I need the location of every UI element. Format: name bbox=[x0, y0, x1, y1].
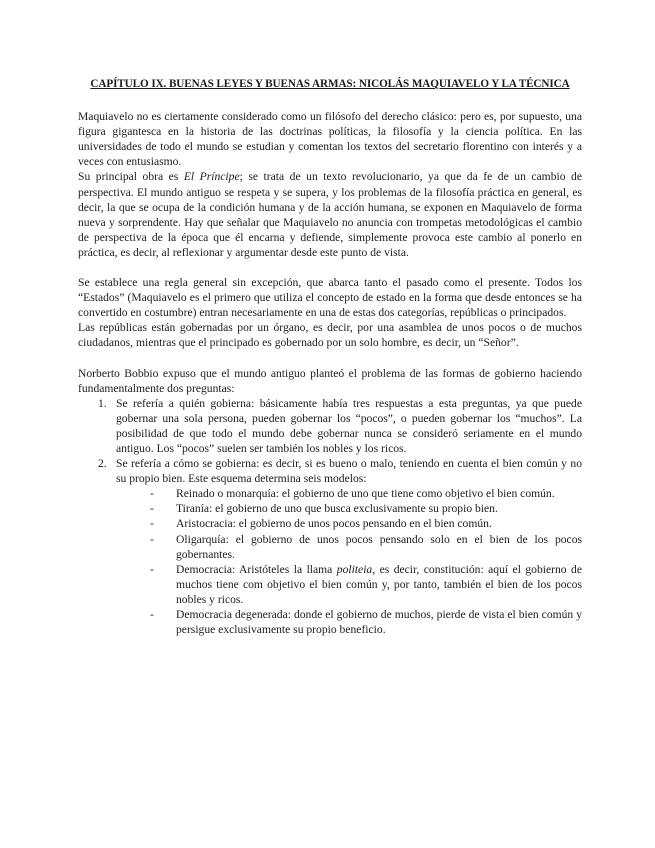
paragraph-rule: Se establece una regla general sin excepción, que abarca tanto el pasado como el presente. Todos los “Estados” (Maquiavelo es el primero que utiliza el concepto de estado en la forma que desde entonces se ha convertido en costumbre) entran necesariamente en una de estas dos categorías, repúblicas o principados. bbox=[78, 276, 582, 320]
list-number: 2. bbox=[98, 457, 107, 471]
list-item-text: , es decir, constitución: aquí el gobierno de muchos tiene com objetivo el bien común y, por tanto, también el bien de los pocos nobles y ricos. bbox=[176, 562, 583, 606]
list-item-text: Se refería a cómo se gobierna: es decir, si es bueno o malo, teniendo en cuenta el bien común y no su propio bien. Este esquema determina seis modelos: bbox=[116, 457, 582, 486]
paragraph-spacer bbox=[78, 351, 582, 366]
list-item-text: Tiranía: el gobierno de uno que busca exclusivamente su propio bien. bbox=[176, 502, 498, 516]
list-item bbox=[148, 516, 582, 531]
numbered-list bbox=[78, 396, 582, 638]
dash-bullet: - bbox=[150, 608, 154, 621]
list-item-text: Se refería a quién gobierna: básicamente había tres respuestas a esta preguntas, ya que puede gobernar una sola persona, pueden gobernar los “pocos”, o pueden gobernar los “muchos”. La posibilidad de que todo el mundo debe gobernar nunca se consideró seriamente en el mundo antiguo. Los “pocos” suelen ser también los nobles y los ricos. bbox=[116, 396, 582, 455]
list-item bbox=[78, 456, 582, 637]
list-number: 1. bbox=[98, 396, 107, 410]
list-item-text: Aristocracia: el gobierno de unos pocos pensando en el bien común. bbox=[176, 517, 492, 531]
list-item bbox=[148, 486, 582, 501]
dash-bullet: - bbox=[150, 562, 154, 576]
paragraph-text: ; se trata de un texto revolucionario, ya que da fe de un cambio de perspectiva. El mundo antiguo se respeta y se supera, y los problemas de la filosofía práctica en general, es decir, la que se ocupa de la condición humana y de la acción humana, se exponen en Maquiavelo de forma nueva y sorprendente. Hay que señalar que Maquiavelo no anuncia con trompetas metodológicas el cambio de perspectiva de la época que él encarna y defiende, simplemente provoca este cambio al ponerlo en práctica, es decir, al reflexionar y argumentar desde este punto de vista. bbox=[78, 170, 582, 259]
dash-bullet: - bbox=[150, 517, 154, 531]
paragraph-spacer bbox=[78, 260, 582, 275]
paragraph-republics: Las repúblicas están gobernadas por un órgano, es decir, por una asamblea de unos pocos o de muchos ciudadanos, mientras que el principado es gobernado por un solo hombre, es decir, un “Señor”. bbox=[78, 321, 582, 350]
dash-bullet: - bbox=[150, 502, 154, 516]
list-item bbox=[148, 607, 582, 637]
book-title-italic: El Príncipe bbox=[183, 170, 240, 184]
dash-bullet: - bbox=[150, 487, 154, 501]
list-item bbox=[78, 396, 582, 456]
chapter-title: CAPÍTULO IX. BUENAS LEYES Y BUENAS ARMAS: NICOLÁS MAQUIAVELO Y LA TÉCNICA bbox=[90, 78, 570, 90]
list-item bbox=[148, 562, 582, 607]
list-item-text: Reinado o monarquía: el gobierno de uno que tiene como objetivo el bien común. bbox=[176, 487, 555, 501]
list-item-text: Democracia degenerada: donde el gobierno de muchos, pierde de vista el bien común y persigue exclusivamente su propio beneficio. bbox=[176, 608, 582, 637]
list-item bbox=[148, 532, 582, 562]
dash-bullet: - bbox=[150, 532, 154, 546]
models-list bbox=[116, 486, 582, 637]
term-italic: politeia bbox=[336, 562, 373, 576]
list-item-text: Oligarquía: el gobierno de unos pocos pensando solo en el bien de los pocos gobernantes. bbox=[176, 532, 582, 561]
list-item bbox=[148, 501, 582, 516]
paragraph-principe bbox=[78, 169, 582, 260]
paragraph-bobbio: Norberto Bobbio expuso que el mundo antiguo planteó el problema de las formas de gobierno haciendo fundamentalmente dos preguntas: bbox=[78, 366, 582, 395]
list-item-text: Democracia: Aristóteles la llama bbox=[176, 562, 337, 576]
paragraph-intro: Maquiavelo no es ciertamente considerado como un filósofo del derecho clásico: pero es, por supuesto, una figura gigantesca en la historia de las doctrinas políticas, la filosofía y la ciencia política. En las universidades de todo el mundo se estudian y comentan los textos del secretario florentino con interés y a veces con entusiasmo. bbox=[78, 110, 582, 169]
paragraph-text: Su principal obra es bbox=[78, 170, 184, 184]
